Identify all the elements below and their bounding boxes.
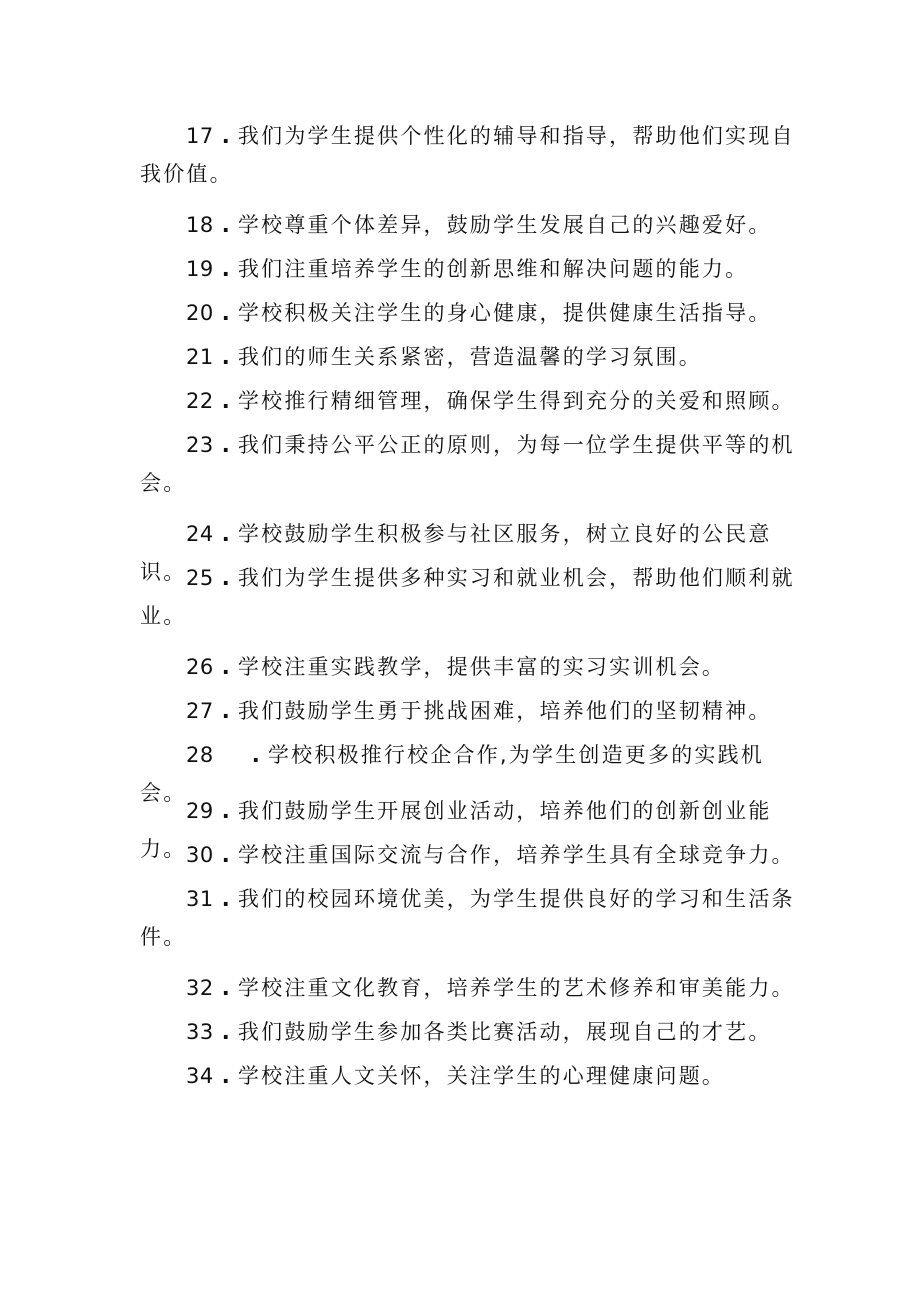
item-separator: .: [221, 799, 232, 823]
item-number: 23: [186, 433, 214, 457]
item-separator: .: [221, 699, 232, 723]
item-text: 学校积极推行校企合作,为学生创造更多的实践机会。: [140, 743, 764, 805]
list-item-27: [140, 692, 800, 730]
list-item-32: [140, 969, 800, 1007]
list-item-18: [140, 206, 800, 244]
item-number: 26: [186, 655, 214, 679]
item-number: 22: [186, 389, 214, 413]
item-separator: .: [221, 389, 232, 413]
item-number: 27: [186, 699, 214, 723]
item-separator: .: [221, 1020, 232, 1044]
item-text: 学校注重实践教学，提供丰富的实习实训机会。: [237, 655, 726, 679]
item-text: 学校积极关注学生的身心健康，提供健康生活指导。: [237, 301, 772, 325]
list-item-21: [140, 338, 800, 376]
item-separator: .: [221, 124, 232, 148]
list-item-26: [140, 648, 800, 686]
item-text: 我们鼓励学生勇于挑战困难，培养他们的坚韧精神。: [237, 699, 772, 723]
list-item-22: [140, 382, 800, 420]
item-number: 19: [186, 257, 214, 281]
item-text: 学校鼓励学生积极参与社区服务，树立良好的公民意识。: [140, 522, 772, 584]
item-text: 我们为学生提供多种实习和就业机会，帮助他们顺利就: [237, 566, 795, 590]
item-text: 学校注重国际交流与合作，培养学生具有全球竞争力。: [237, 843, 795, 867]
item-number: 24: [186, 522, 214, 546]
item-number: 33: [186, 1020, 214, 1044]
item-number: 30: [186, 843, 214, 867]
item-separator: .: [221, 257, 232, 281]
list-item-20: [140, 294, 800, 332]
item-text-continuation: 业。: [140, 604, 187, 628]
item-separator: .: [221, 566, 232, 590]
item-separator: .: [221, 887, 232, 911]
list-item-23: [140, 426, 800, 502]
item-number: 31: [186, 887, 214, 911]
item-number: 32: [186, 976, 214, 1000]
item-number: 18: [186, 213, 214, 237]
item-separator: .: [221, 433, 232, 457]
item-text-continuation: 我价值。: [140, 162, 233, 186]
item-text: 我们的校园环境优美，为学生提供良好的学习和生活条: [237, 887, 795, 911]
list-item-31: [140, 880, 800, 956]
list-item-17: [140, 117, 800, 193]
item-text: 学校注重人文关怀，关注学生的心理健康问题。: [237, 1064, 726, 1088]
item-number: 28: [186, 743, 214, 767]
list-item-19: [140, 250, 800, 288]
item-separator: .: [251, 743, 262, 767]
list-item-30: [140, 836, 800, 874]
item-text-continuation: 件。: [140, 925, 187, 949]
item-number: 21: [186, 345, 214, 369]
item-text: 我们注重培养学生的创新思维和解决问题的能力。: [237, 257, 749, 281]
item-text: 学校推行精细管理，确保学生得到充分的关爱和照顾。: [237, 389, 795, 413]
item-separator: .: [221, 976, 232, 1000]
item-text: 学校尊重个体差异，鼓励学生发展自己的兴趣爱好。: [237, 213, 772, 237]
item-text: 我们秉持公平公正的原则，为每一位学生提供平等的机: [237, 433, 795, 457]
item-text: 我们的师生关系紧密，营造温馨的学习氛围。: [237, 345, 702, 369]
item-separator: .: [221, 301, 232, 325]
item-separator: .: [221, 213, 232, 237]
item-number: 17: [186, 124, 214, 148]
item-text-continuation: 会。: [140, 471, 187, 495]
item-separator: .: [221, 843, 232, 867]
item-text: 学校注重文化教育，培养学生的艺术修养和审美能力。: [237, 976, 795, 1000]
list-item-34: [140, 1057, 800, 1095]
item-number: 20: [186, 301, 214, 325]
list-item-25: [140, 559, 800, 635]
item-text: 我们鼓励学生参加各类比赛活动，展现自己的才艺。: [237, 1020, 772, 1044]
item-text: 我们为学生提供个性化的辅导和指导，帮助他们实现自: [237, 124, 795, 148]
item-separator: .: [221, 345, 232, 369]
item-separator: .: [221, 655, 232, 679]
item-text: 我们鼓励学生开展创业活动，培养他们的创新创业能力。: [140, 799, 772, 861]
item-separator: .: [221, 1064, 232, 1088]
item-number: 29: [186, 799, 214, 823]
item-number: 34: [186, 1064, 214, 1088]
item-separator: .: [221, 522, 232, 546]
list-item-33: [140, 1013, 800, 1051]
item-number: 25: [186, 566, 214, 590]
